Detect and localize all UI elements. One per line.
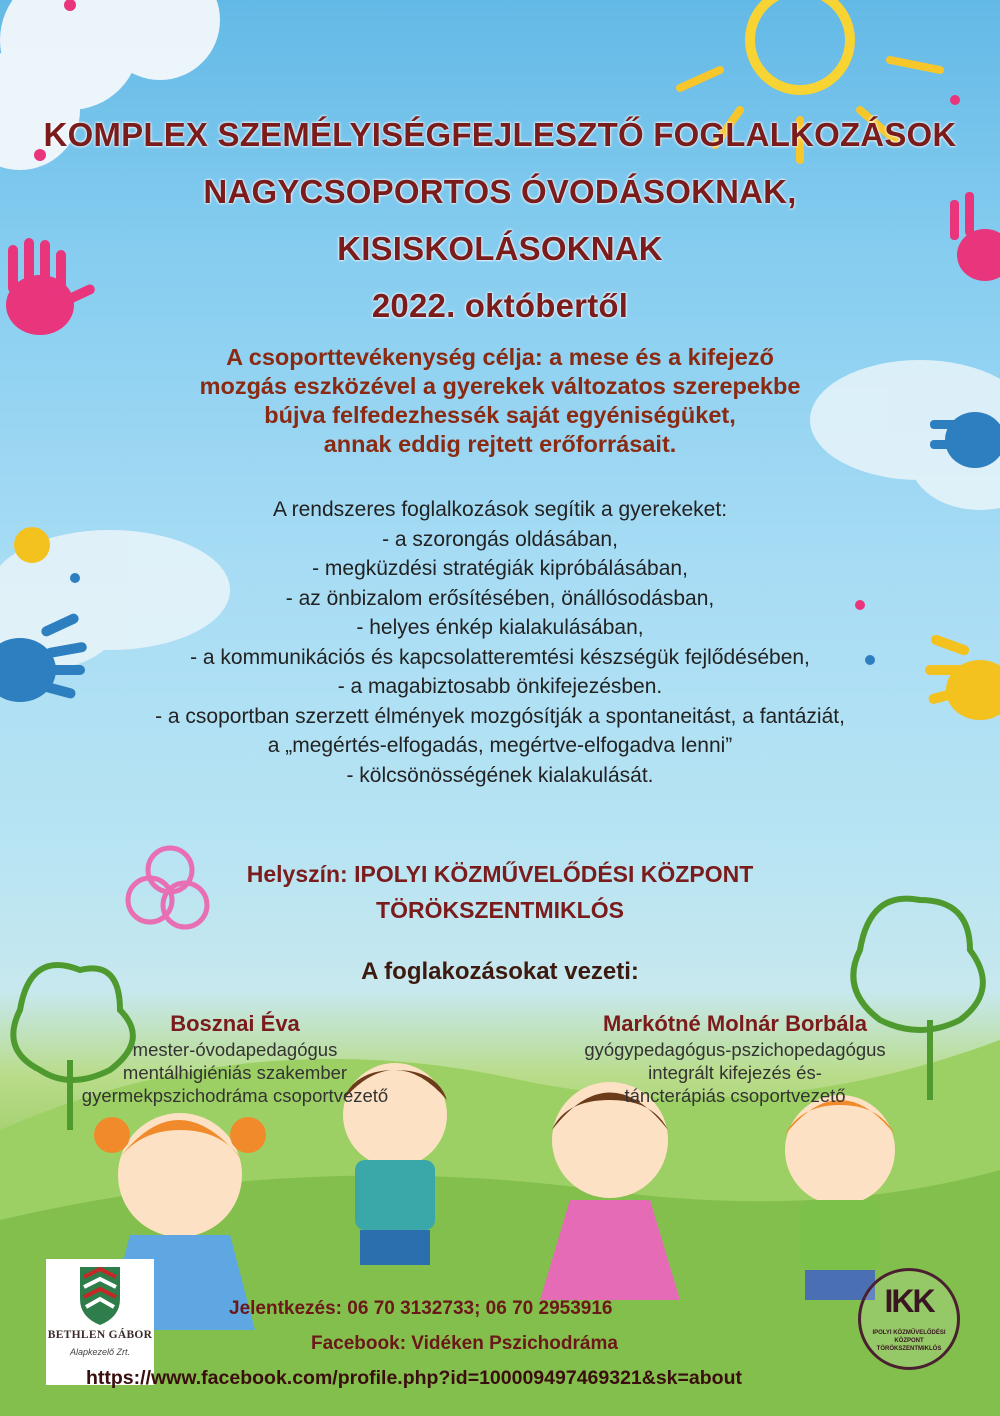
benefit-item: a „megértés-elfogadás, megértve-elfogadva lenni” xyxy=(267,734,733,757)
benefits-list xyxy=(0,495,1000,790)
benefit-item: - a szorongás oldásában, xyxy=(382,527,618,551)
goal-line-2: mozgás eszközével a gyerekek változatos szerepekbe xyxy=(199,373,801,399)
leader-right xyxy=(530,1010,940,1107)
leader-left-name: Bosznai Éva xyxy=(170,1011,300,1036)
benefits-intro: A rendszeres foglalkozások segítik a gyerekeket: xyxy=(272,498,728,521)
benefit-item: - helyes énkép kialakulásában, xyxy=(356,616,644,639)
location-label: Helyszín: xyxy=(246,861,348,887)
leader-left-role: mester-óvodapedagógus xyxy=(132,1039,338,1060)
title-line-2: NAGYCSOPORTOS ÓVODÁSOKNAK, xyxy=(203,173,797,210)
goal-line-4: annak eddig rejtett erőforrásait. xyxy=(323,431,677,457)
benefit-item: - a magabiztosabb önkifejezésben. xyxy=(337,675,663,698)
goal-line-1: A csoporttevékenység célja: a mese és a kifejező xyxy=(226,344,774,370)
location-line-1 xyxy=(0,856,1000,892)
benefit-item: - megküzdési stratégiák kipróbálásában, xyxy=(312,557,688,580)
leader-right-role: integrált kifejezés és- xyxy=(648,1062,822,1083)
leader-left-role: gyermekpszichodráma csoportvezető xyxy=(81,1085,389,1106)
bethlen-emblem-icon xyxy=(46,1259,154,1329)
title-line-1: KOMPLEX SZEMÉLYISÉGFEJLESZTŐ FOGLALKOZÁSOK xyxy=(43,116,957,153)
benefit-item: - a csoportban szerzett élmények mozgósítják a spontaneitást, a fantáziát, xyxy=(155,704,845,728)
leader-left xyxy=(30,1010,440,1107)
ikk-logo-text: IKK xyxy=(884,1283,934,1319)
goal-paragraph xyxy=(0,343,1000,459)
location-town: TÖRÖKSZENTMIKLÓS xyxy=(376,897,624,923)
leader-right-name: Markótné Molnár Borbála xyxy=(602,1011,868,1036)
title-line-3: KISISKOLÁSOKNAK xyxy=(337,230,663,267)
goal-line-3: bújva felfedezhessék saját egyéniségüket, xyxy=(264,402,736,428)
leader-right-role: gyógypedagógus-pszichopedagógus xyxy=(584,1039,886,1060)
ikk-logo xyxy=(858,1268,960,1370)
signup-phone: Jelentkezés: 06 70 3132733; 06 70 2953916 xyxy=(229,1298,613,1319)
ikk-logo-sub: IPOLYI KÖZMŰVELŐDÉSI KÖZPONT TÖRÖKSZENTMIKLÓS xyxy=(872,1330,946,1352)
title-line-4: 2022. októbertől xyxy=(371,287,629,324)
location-name: IPOLYI KÖZMŰVELŐDÉSI KÖZPONT xyxy=(354,861,754,887)
leader-left-role: mentálhigiéniás szakember xyxy=(122,1062,348,1083)
benefit-item: - a kommunikációs és kapcsolatteremtési készségük fejlődésében, xyxy=(190,645,810,669)
poster-title xyxy=(0,106,1000,334)
bethlen-name: BETHLEN GÁBOR xyxy=(47,1329,153,1341)
benefit-item: - az önbizalom erősítésében, önállósodásban, xyxy=(285,586,715,610)
facebook-name: Facebook: Vidéken Pszichodráma xyxy=(311,1333,618,1354)
bethlen-sub: Alapkezelő Zrt. xyxy=(69,1347,131,1357)
benefit-item: - kölcsönösségének kialakulását. xyxy=(346,763,654,787)
facebook-url-link[interactable]: https://www.facebook.com/profile.php?id=100009497469321&sk=about xyxy=(86,1367,742,1389)
leader-right-role: táncterápiás csoportvezető xyxy=(624,1085,846,1106)
leaders-heading: A foglakozásokat vezeti: xyxy=(361,958,639,985)
location-block xyxy=(0,856,1000,928)
